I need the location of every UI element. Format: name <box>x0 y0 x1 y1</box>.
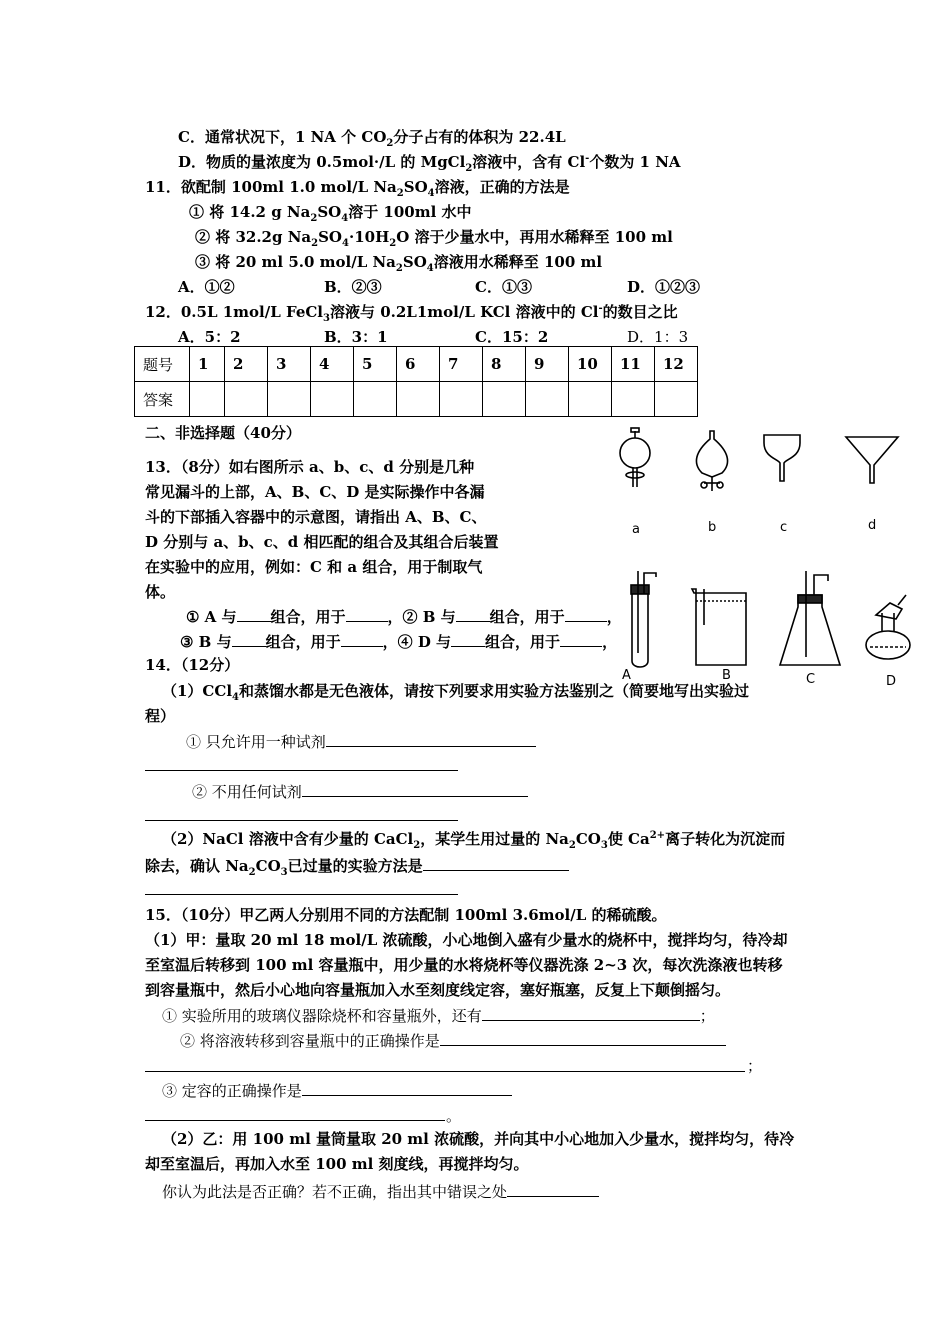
q11-stem: 11．欲配制 100ml 1.0 mol/L $Na_2SO_4$溶液，正确的方法是 <box>145 178 570 199</box>
q15-part2-line-2: 却至室温后，再加入水至 100 ml 刻度线，再搅拌均匀。 <box>145 1155 529 1173</box>
q11-option-d: D．①②③ <box>627 278 701 296</box>
q14-sub-1: ① 只允许用一种试剂 <box>186 731 536 752</box>
answer-blank[interactable] <box>302 781 528 797</box>
answer-blank[interactable] <box>440 1030 726 1046</box>
answer-cell[interactable] <box>225 382 268 417</box>
answer-blank[interactable] <box>232 631 266 647</box>
q14-sub-2: ② 不用任何试剂 <box>192 781 528 802</box>
answer-cell[interactable] <box>190 382 225 417</box>
q15-heading: 15．（10分）甲乙两人分别用不同的方法配制 100ml 3.6mol/L 的稀硫酸。 <box>145 906 667 924</box>
question-number-cell: 8 <box>483 347 526 382</box>
answer-cell[interactable] <box>612 382 655 417</box>
answer-line[interactable] <box>145 820 458 821</box>
answer-table-number-row <box>135 347 698 382</box>
q10-option-c: C．通常状况下，1 NA 个 $CO_2$分子占有的体积为 22.4L <box>178 128 566 149</box>
q14-heading: 14．（12分） <box>145 656 240 674</box>
q13-line-5: 在实验中的应用，例如：C 和 a 组合，用于制取气 <box>145 558 483 576</box>
q15-sub-2: ② 将溶液转移到容量瓶中的正确操作是 <box>180 1030 726 1051</box>
answer-blank[interactable] <box>560 631 602 647</box>
question-number-cell: 2 <box>225 347 268 382</box>
q15-sub-3: ③ 定容的正确操作是 <box>162 1080 512 1101</box>
figure-label-a: a <box>632 522 640 537</box>
answer-cell[interactable] <box>440 382 483 417</box>
answer-blank[interactable] <box>302 1080 512 1096</box>
q15-part1-line-2: 至室温后转移到 100 ml 容量瓶中，用少量的水将烧杯等仪器洗涤 2~3 次，每次洗涤液也转移 <box>145 956 783 974</box>
answer-line[interactable] <box>145 1071 745 1072</box>
answer-cell[interactable] <box>311 382 354 417</box>
question-number-cell: 9 <box>526 347 569 382</box>
answer-cell[interactable] <box>569 382 612 417</box>
q11-method-3: ③ 将 20 ml 5.0 mol/L $Na_2SO_4$溶液用水稀释至 100 ml <box>195 253 603 274</box>
q15-sub-2-end: ； <box>747 1057 763 1075</box>
q13-line-3: 斗的下部插入容器中的示意图，请指出 A、B、C、 <box>145 508 487 526</box>
answer-blank[interactable] <box>565 606 607 622</box>
answer-line[interactable] <box>145 894 458 895</box>
q10-option-d: D．物质的量浓度为 0.5mol·/L 的 MgCl$_2$溶液中，含有 Cl-个数为 1 NA <box>178 153 681 174</box>
q15-part2-line-1: （2）乙：用 100 ml 量筒量取 20 ml 浓硫酸，并向其中小心地加入少量水，搅拌均匀，待冷 <box>162 1130 795 1148</box>
q14-part1-line-1: （1）CCl$_4$和蒸馏水都是无色液体，请按下列要求用实验方法鉴别之（简要地写出实验过 <box>162 682 749 703</box>
answer-cell[interactable] <box>397 382 440 417</box>
q14-part1-line-2: 程） <box>145 707 176 725</box>
q13-fill-line-1: ① A 与 组合，用于 ，② B 与 组合，用于 ， <box>186 608 622 626</box>
answer-cell[interactable] <box>655 382 698 417</box>
apparatus-d-distilling-flask <box>866 595 910 659</box>
q11-method-2: ② 将 32.2g $Na_2SO_4\cdot 10H_2O$ 溶于少量水中，再用水稀释至 100 ml <box>195 228 673 249</box>
answer-blank[interactable] <box>482 1005 700 1021</box>
q13-line-2: 常见漏斗的上部，A、B、C、D 是实际操作中各漏 <box>145 483 485 501</box>
figure-label-A: A <box>622 668 631 683</box>
question-number-cell: 4 <box>311 347 354 382</box>
answer-row-header: 答案 <box>135 382 190 417</box>
q12-option-c: C．15：2 <box>475 328 549 346</box>
q15-part1-line-1: （1）甲：量取 20 ml 18 mol/L 浓硫酸，小心地倒入盛有少量水的烧杯中，搅拌均匀，待冷却 <box>145 931 788 949</box>
question-number-cell: 12 <box>655 347 698 382</box>
funnel-b-drawing <box>696 431 727 491</box>
funnel-bottoms-figure <box>620 565 925 680</box>
q12-option-b: B．3：1 <box>324 328 388 346</box>
question-number-cell: 7 <box>440 347 483 382</box>
question-number-cell: 10 <box>569 347 612 382</box>
q11-option-b: B．②③ <box>324 278 382 296</box>
question-number-cell: 6 <box>397 347 440 382</box>
answer-blank[interactable] <box>341 631 383 647</box>
q14-part2-line-1: （2）NaCl 溶液中含有少量的 CaCl$_2$，某学生用过量的 $Na_2CO_3$使 $Ca^{2+}$离子转化为沉淀而 <box>162 830 786 851</box>
q11-option-c: C．①③ <box>475 278 532 296</box>
funnel-a-drawing <box>620 428 650 487</box>
q13-line-4: D 分别与 a、b、c、d 相匹配的组合及其组合后装置 <box>145 533 499 551</box>
question-number-cell: 1 <box>190 347 225 382</box>
apparatus-b-beaker <box>692 589 746 665</box>
section-2-heading: 二、非选择题（40分） <box>145 424 301 442</box>
figure-label-c: c <box>780 520 788 535</box>
q13-line-1: 13．（8分）如右图所示 a、b、c、d 分别是几种 <box>145 458 475 476</box>
answer-cell[interactable] <box>526 382 569 417</box>
q11-method-1: ① 将 14.2 g $Na_2SO_4$溶于 100ml 水中 <box>189 203 472 224</box>
q13-line-6: 体。 <box>145 583 176 601</box>
question-number-cell: 11 <box>612 347 655 382</box>
q12-stem: 12．0.5L 1mol/L FeCl$_3$溶液与 0.2L1mol/L KCl 溶液中的 Cl-的数目之比 <box>145 303 678 324</box>
q15-part2-question: 你认为此法是否正确？若不正确，指出其中错误之处 <box>162 1181 599 1202</box>
answer-cell[interactable] <box>354 382 397 417</box>
answer-line[interactable] <box>145 1120 445 1121</box>
funnel-c-drawing <box>764 435 800 481</box>
figure-label-D: D <box>886 674 897 689</box>
q12-option-d: D．1：3 <box>627 328 689 346</box>
q15-part1-line-3: 到容量瓶中，然后小心地向容量瓶加入水至刻度线定容，塞好瓶塞，反复上下颠倒摇匀。 <box>145 981 731 999</box>
question-number-cell: 5 <box>354 347 397 382</box>
answer-cell[interactable] <box>483 382 526 417</box>
figure-label-C: C <box>806 672 816 687</box>
answer-blank[interactable] <box>326 731 536 747</box>
q11-option-a: A．①② <box>178 278 235 296</box>
answer-cell[interactable] <box>268 382 311 417</box>
answer-blank[interactable] <box>237 606 271 622</box>
number-row-header: 题号 <box>135 347 190 382</box>
figure-label-b: b <box>708 520 717 535</box>
answer-table-answer-row <box>135 382 698 417</box>
figure-label-d: d <box>868 518 877 533</box>
q12-option-a: A．5：2 <box>178 328 241 346</box>
funnel-d-drawing <box>846 437 898 483</box>
answer-blank[interactable] <box>451 631 485 647</box>
answer-blank[interactable] <box>423 855 569 871</box>
answer-blank[interactable] <box>346 606 388 622</box>
apparatus-a-test-tube <box>631 571 656 667</box>
q14-part2-line-2: 除去，确认 $Na_2CO_3$已过量的实验方法是 <box>145 855 569 876</box>
q15-sub-1: ① 实验所用的玻璃仪器除烧杯和容量瓶外，还有 ； <box>162 1007 715 1025</box>
question-number-cell: 3 <box>268 347 311 382</box>
q13-fill-line-2: ③ B 与 组合，用于 ，④ D 与 组合，用于 ， <box>180 633 618 651</box>
answer-line[interactable] <box>145 770 458 771</box>
q15-sub-3-end: 。 <box>446 1107 462 1125</box>
answer-table <box>134 346 698 417</box>
apparatus-c-conical-flask <box>780 571 840 665</box>
answer-blank[interactable] <box>456 606 490 622</box>
answer-blank[interactable] <box>507 1181 599 1197</box>
figure-label-B: B <box>722 668 731 683</box>
